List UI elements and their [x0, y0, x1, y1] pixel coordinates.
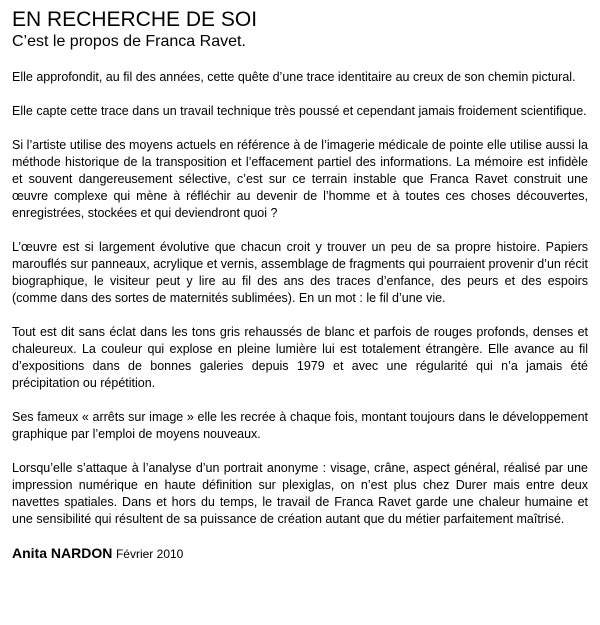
paragraph-3: Si l’artiste utilise des moyens actuels en référence à de l’imagerie médicale de pointe elle utilise aussi la méthode historique de la transposition et l’effacement partiel des informations. La mémoire est infidèle et souvent dangereusement sélective, c’est sur ce terrain instable que Franca Ravet construit une œuvre complexe qui mène à réfléchir au devenir de l’homme et à toutes ces choses découvertes, enregistrées, stockées et qui deviendront quoi ? [12, 138, 588, 220]
document-title: EN RECHERCHE DE SOI [12, 8, 258, 31]
paragraph-7: Lorsqu’elle s’attaque à l’analyse d’un portrait anonyme : visage, crâne, aspect général, réalisé par une impression numérique en haute définition sur plexiglas, on n’est plus chez Durer mais entre deux navettes spatiales. Dans et hors du temps, le travail de Franca Ravet garde une chaleur humaine et une sensibilité qui résultent de sa puissance de création autant que du métier parfaitement maîtrisé. [12, 461, 588, 526]
signature-name: Anita NARDON [12, 545, 113, 561]
paragraph-2: Elle capte cette trace dans un travail technique très poussé et cependant jamais froidement scientifique. [12, 104, 587, 118]
paragraph-1: Elle approfondit, au fil des années, cette quête d’une trace identitaire au creux de son chemin pictural. [12, 70, 576, 84]
signature [12, 545, 588, 563]
signature-date: Février 2010 [115, 547, 184, 561]
paragraph-4: L’œuvre est si largement évolutive que chacun croit y trouver un peu de sa propre histoire. Papiers marouflés sur panneaux, acrylique et vernis, assemblage de fragments qui pourraient provenir d’un récit biographique, le visiteur peut y lire au fil des ans des traces d’enfance, des peurs et des espoirs (comme dans des sortes de maternités sublimées). En un mot : le fil d’une vie. [12, 240, 588, 305]
paragraph-5: Tout est dit sans éclat dans les tons gris rehaussés de blanc et parfois de rouges profonds, denses et chaleureux. La couleur qui explose en pleine lumière lui est totalement étrangère. Elle avance au fil d’expositions dans de bonnes galeries depuis 1979 et avec une régularité qui n’a jamais été précipitation ou répétition. [12, 325, 588, 390]
paragraph-6: Ses fameux « arrêts sur image » elle les recrée à chaque fois, montant toujours dans le développement graphique par l’emploi de moyens nouveaux. [12, 410, 588, 441]
document-subtitle: C’est le propos de Franca Ravet. [12, 33, 246, 50]
